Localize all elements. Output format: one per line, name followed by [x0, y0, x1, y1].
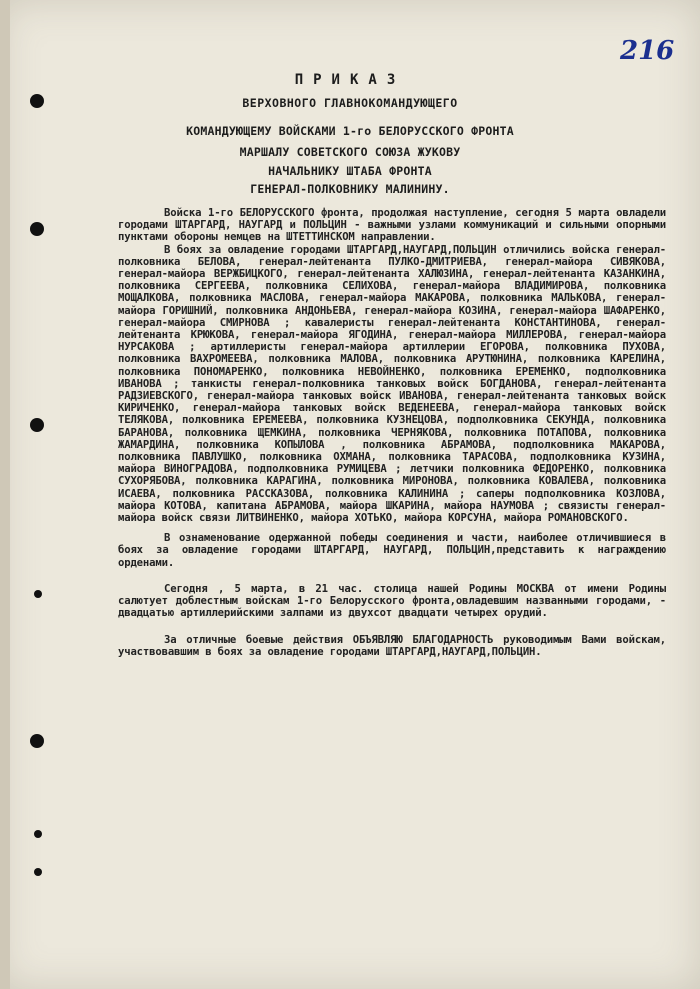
document-title: ПРИКАЗ: [294, 72, 406, 88]
addressee-line: НАЧАЛЬНИКУ ШТАБА ФРОНТА: [268, 164, 432, 178]
addressee-line: ГЕНЕРАЛ-ПОЛКОВНИКУ МАЛИНИНУ.: [250, 182, 450, 196]
paragraph-salute: Сегодня , 5 марта, в 21 час. столица нашей Родины МОСКВА от имени Родины салютует доблестным войскам 1-го Белорусского фронта,овладевшим названными городами, - двадцатью артиллерийскими залпами из двухсот двадцати четырех орудий.: [118, 582, 666, 620]
order-body: [118, 207, 666, 658]
binding-hole: [34, 590, 42, 598]
handwritten-page-number: 216: [620, 36, 675, 66]
document-subtitle: ВЕРХОВНОГО ГЛАВНОКОМАНДУЮЩЕГО: [242, 96, 458, 110]
addressee-line: КОМАНДУЮЩЕМУ ВОЙСКАМИ 1-го БЕЛОРУССКОГО ФРОНТА: [186, 124, 514, 138]
paragraph-gratitude: За отличные боевые действия ОБЪЯВЛЯЮ БЛАГОДАРНОСТЬ руководимым Вами войскам, участвовавшим в боях за овладение городами ШТАРГАРД,НАУГАРД,ПОЛЬЦИН.: [118, 633, 666, 658]
binding-hole: [30, 418, 44, 432]
paragraph-advance: Войска 1-го БЕЛОРУССКОГО фронта, продолжая наступление, сегодня 5 марта овладели городами ШТАРГАРД, НАУГАРД и ПОЛЬЦИН - важными узлами коммуникаций и сильными опорными пунктами обороны немцев на ШТЕТТИНСКОМ направлении.: [118, 207, 666, 244]
binding-hole: [34, 830, 42, 838]
paragraph-awards: В ознаменование одержанной победы соединения и части, наиболее отличившиеся в боях за овладение городами ШТАРГАРД, НАУГАРД, ПОЛЬЦИН,представить к награждению орденами.: [118, 532, 666, 569]
binding-hole: [34, 868, 42, 876]
addressee-line: МАРШАЛУ СОВЕТСКОГО СОЮЗА ЖУКОВУ: [239, 145, 461, 159]
binding-hole: [30, 222, 44, 236]
binding-hole: [30, 734, 44, 748]
paragraph-distinguished: В боях за овладение городами ШТАРГАРД,НАУГАРД,ПОЛЬЦИН отличились войска генерал-полковника БЕЛОВА, генерал-лейтенанта ПУЛКО-ДМИТРИЕВА, генерал-майора СИВЯКОВА, генерал-майора ВЕРЖБИЦКОГО, генерал-лейтенанта ХАЛЮЗИНА, генерал-лейтенанта КАЗАНКИНА, полковника СЕРГЕЕВА, полковника СЕЛИХОВА, генерал-майора ВЛАДИМИРОВА, полковника МОЩАЛКОВА, полковника МАСЛОВА, генерал-майора МАКАРОВА, полковника МАЛЬКОВА, генерал-майора ГОРИШНИЙ, полковника АНДОНЬЕВА, генерал-майора КОЗИНА, генерал-майора ШАФАРЕНКО, генерал-майора СМИРНОВА ; кавалеристы генерал-лейтенанта КОНСТАНТИНОВА, генерал-лейтенанта КРЮКОВА, генерал-майора ЯГОДИНА, генерал-майора МИЛЛЕРОВА, генерал-майора НУРСАКОВА ; артиллеристы генерал-майора артиллерии ЕГОРОВА, полковника ПУХОВА, полковника ВАХРОМЕЕВА, полковника МАЛОВА, полковника АРУТЮНИНА, полковника КАРЕЛИНА, полковника ПОНОМАРЕНКО, полковника НЕВОЙНЕНКО, полковника ЕРЕМЕНКО, подполковника ИВАНОВА ; танкисты генерал-полковника танковых войск БОГДАНОВА, генерал-лейтенанта РАДЗИЕВСКОГО, генерал-майора танковых войск ИВАНОВА, генерал-лейтенанта танковых войск КИРИЧЕНКО, генерал-майора танковых войск ВЕДЕНЕЕВА, генерал-майора танковых войск ТЕЛЯКОВА, полковника ЕРЕМЕЕВА, полковника КУЗНЕЦОВА, подполковника СЕКУНДА, полковника БАРАНОВА, полковника ЩЕМКИНА, полковника ЧЕРНЯКОВА, полковника ПОТАПОВА, полковника ЖАМАРДИНА, полковника КОПЫЛОВА , полковника АБРАМОВА, подполковника МАКАРОВА, полковника ПАВЛУШКО, полковника ОХМАНА, полковника ТАРАСОВА, подполковника КУЗИНА, майора ВИНОГРАДОВА, подполковника РУМИЦЕВА ; летчики полковника ФЕДОРЕНКО, полковника СУХОРЯБОВА, полковника КАРАГИНА, полковника МИРОНОВА, полковника КОВАЛЕВА, полковника ИСАЕВА, полковника РАССКАЗОВА, полковника КАЛИНИНА ; саперы подполковника КОЗЛОВА, майора КОТОВА, капитана АБРАМОВА, майора ШКАРИНА, майора НАУМОВА ; связисты генерал-майора войск связи ЛИТВИНЕНКО, майора ХОТЬКО, майора КОРСУНА, майора РОМАНОВСКОГО.: [118, 243, 666, 525]
